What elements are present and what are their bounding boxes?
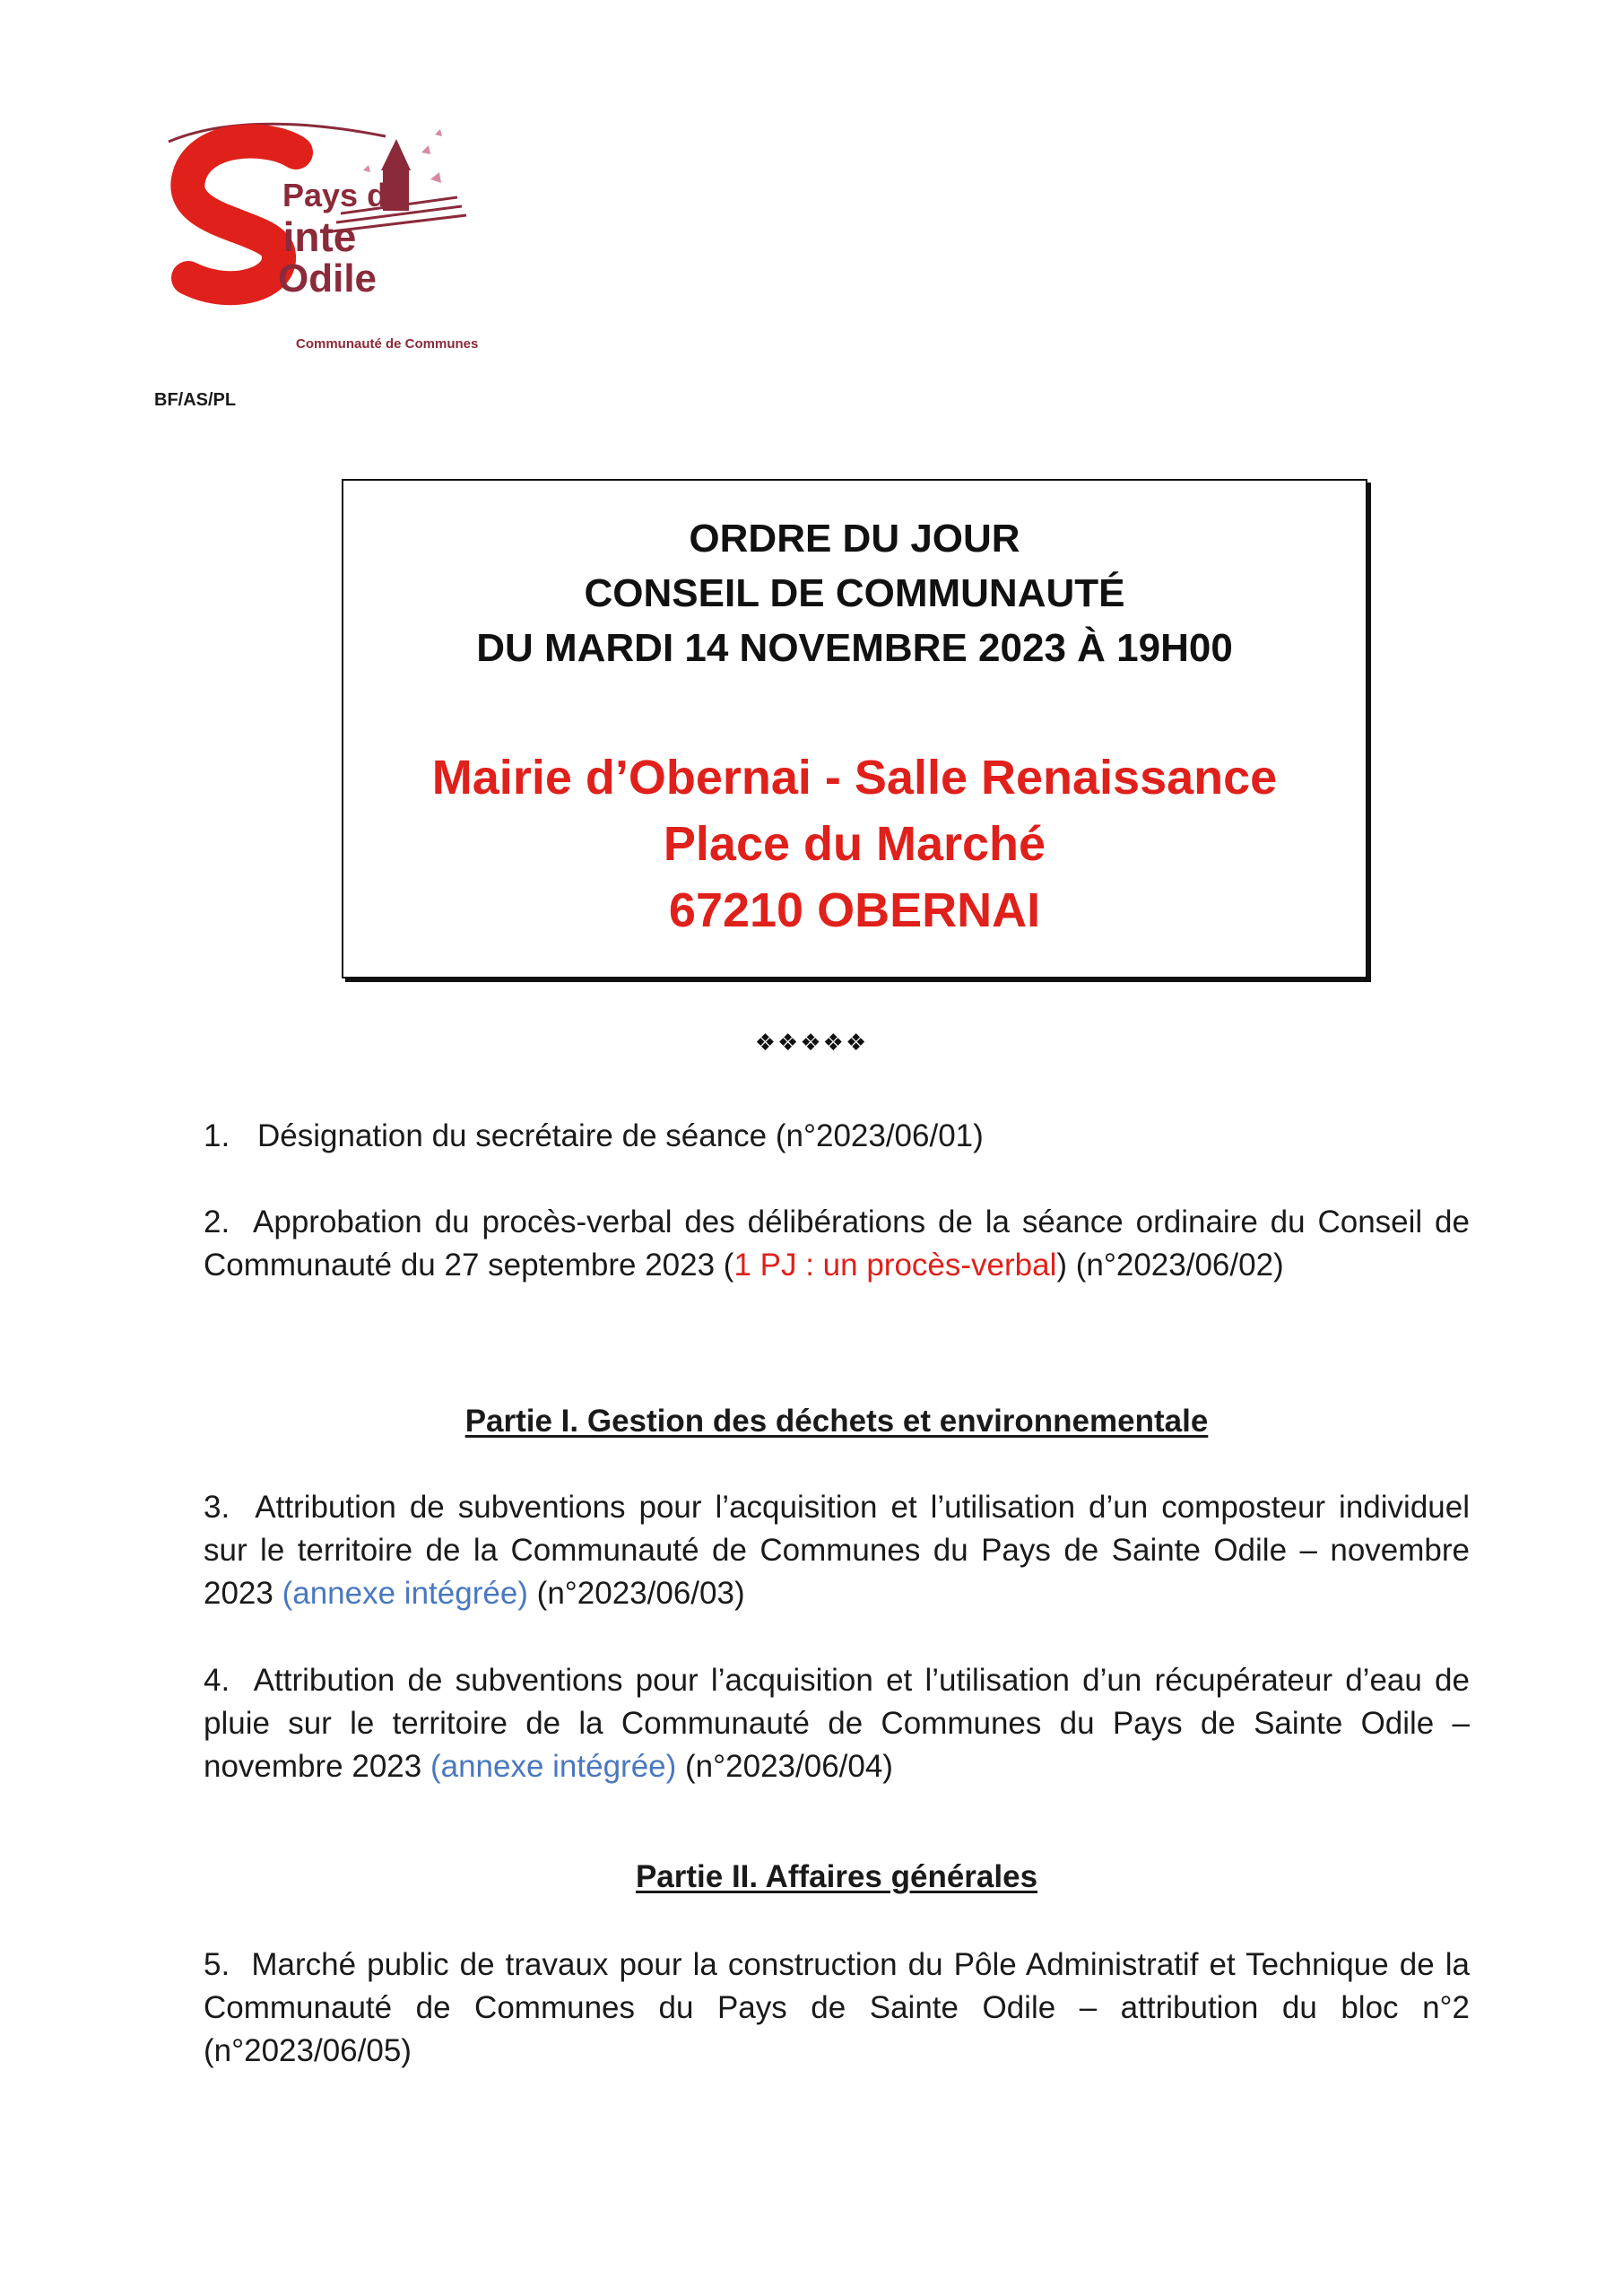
agenda-item-number: 1. <box>204 1118 230 1153</box>
agenda-item-3 <box>204 1486 1470 1615</box>
meeting-location-line-2: Place du Marché <box>663 817 1046 871</box>
document-reference: BF/AS/PL <box>154 390 237 410</box>
agenda-item-number: 2. <box>204 1205 230 1239</box>
attachment-note: 1 PJ : un procès-verbal <box>733 1248 1057 1283</box>
meeting-location-line-3: 67210 OBERNAI <box>668 883 1041 937</box>
separator-ornament: ❖❖❖❖❖ <box>754 1030 869 1057</box>
header-title-line-1: ORDRE DU JOUR <box>689 517 1020 561</box>
agenda-item-2 <box>204 1201 1470 1287</box>
header-title-line-3: DU MARDI 14 NOVEMBRE 2023 À 19H00 <box>476 626 1233 670</box>
header-title-line-2: CONSEIL DE COMMUNAUTÉ <box>584 571 1125 615</box>
agenda-item-4 <box>204 1659 1470 1788</box>
annex-note: (annexe intégrée) <box>430 1749 677 1784</box>
agenda-item-code: (n°2023/06/04) <box>676 1749 893 1784</box>
svg-text:ainte: ainte <box>260 213 357 260</box>
agenda-item-text: Attribution de subventions pour l’acquisition et l’utilisation d’un composteur individuel sur le territoire de la Communauté de Communes du Pays de Sainte Odile – novembre 2023 <box>204 1490 1470 1611</box>
agenda-item-number: 5. <box>204 1947 230 1982</box>
agenda-item-1 <box>204 1115 1470 1158</box>
logo-caption: Communauté de Communes <box>296 336 479 352</box>
svg-text:Odile: Odile <box>278 257 378 300</box>
agenda-item-text: Marché public de travaux pour la construction du Pôle Administratif et Technique de la Communauté de Communes du Pays de Sainte Odile – attribution du bloc n°2 (n°2023/06/05) <box>204 1947 1470 2068</box>
agenda-item-text: Approbation du procès-verbal des délibérations de la séance ordinaire du Conseil de Communauté du 27 septembre 2023 ( <box>204 1205 1470 1283</box>
agenda-header-box <box>342 479 1367 978</box>
agenda-item-number: 3. <box>204 1490 230 1525</box>
pays-de-sainte-odile-logo <box>161 117 475 359</box>
section-title-partie-2: Partie II. Affaires générales <box>635 1859 1038 1894</box>
agenda-item-text: Attribution de subventions pour l’acquisition et l’utilisation d’un récupérateur d’eau de pluie sur le territoire de la Communauté de Communes du Pays de Sainte Odile – novembre 2023 <box>204 1663 1470 1784</box>
svg-text:Pays de: Pays de <box>282 177 405 213</box>
agenda-item-text: Désignation du secrétaire de séance (n°2023/06/01) <box>257 1118 984 1153</box>
agenda-item-code: ) (n°2023/06/02) <box>1056 1248 1284 1283</box>
meeting-location-line-1: Mairie d’Obernai - Salle Renaissance <box>431 751 1278 804</box>
section-title-partie-1: Partie I. Gestion des déchets et environnementale <box>464 1404 1209 1439</box>
agenda-item-number: 4. <box>204 1663 230 1698</box>
agenda-item-code: (n°2023/06/03) <box>527 1576 745 1611</box>
agenda-item-5 <box>204 1944 1470 2073</box>
annex-note: (annexe intégrée) <box>282 1576 528 1611</box>
